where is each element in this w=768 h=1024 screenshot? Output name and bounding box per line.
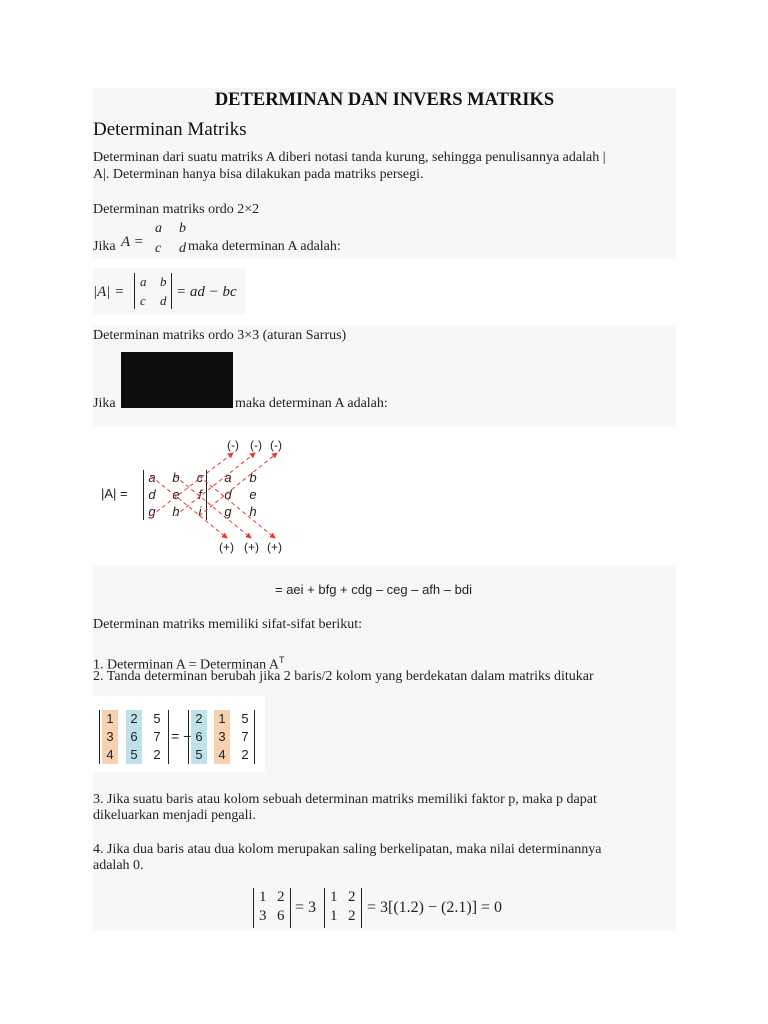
swap-left-cell: 5	[130, 747, 138, 762]
plus-sign-2: (+)	[244, 540, 259, 554]
entry-d: d	[179, 241, 186, 256]
minus-sign-2: (-)	[250, 438, 262, 452]
section-heading: Determinan Matriks	[93, 119, 247, 140]
entry-b: b	[179, 221, 186, 236]
swap-right-cell: 2	[195, 711, 203, 726]
det-entry-d: d	[160, 293, 167, 308]
jika-label-3: Jika	[93, 396, 116, 411]
swap-right-cell: 5	[195, 747, 203, 762]
sifat-4-line-2: adalah 0.	[93, 858, 144, 873]
multiple-eq-1: = 3	[295, 899, 317, 916]
sarrus-abs-a: |A| =	[101, 486, 128, 501]
det-result: = ad − bc	[176, 284, 237, 300]
ordo2-label: Determinan matriks ordo 2×2	[93, 202, 260, 217]
swap-left-cell: 2	[130, 711, 138, 726]
m2-cell: 2	[348, 908, 356, 924]
m2-cell: 2	[348, 889, 356, 905]
sarrus-h: h	[172, 504, 180, 519]
m1-cell: 2	[277, 889, 285, 905]
sifat-4-line-1: 4. Jika dua baris atau dua kolom merupakan saling berkelipatan, maka nilai determinannya	[93, 842, 602, 857]
plus-sign-1: (+)	[219, 540, 234, 554]
swap-equals-minus: = −	[171, 728, 192, 744]
minus-sign-3: (-)	[270, 438, 282, 452]
sarrus-extra-b: b	[249, 470, 257, 485]
page-title: DETERMINAN DAN INVERS MATRIKS	[214, 90, 555, 110]
m2-cell: 1	[330, 908, 338, 924]
det-entry-c: c	[140, 293, 146, 308]
sarrus-f: f	[198, 487, 202, 502]
sarrus-result: = aei + bfg + cdg – ceg – afh – bdi	[275, 582, 472, 597]
swap-left-cell: 3	[106, 729, 114, 744]
sifat-2: 2. Tanda determinan berubah jika 2 baris/2 kolom yang berdekatan dalam matriks ditukar	[93, 669, 594, 684]
sarrus-extra-d: d	[224, 487, 232, 502]
swap-right-cell: 1	[218, 711, 226, 726]
intro-line-1: Determinan dari suatu matriks A diberi notasi tanda kurung, sehingga penulisannya adalah |	[93, 150, 606, 165]
sifat-1-text: 1. Determinan A = Determinan A	[93, 657, 279, 673]
sarrus-arrows	[93, 426, 298, 566]
swap-right-cell: 2	[241, 747, 249, 762]
m1-cell: 1	[259, 889, 267, 905]
swap-left-cell: 5	[153, 711, 161, 726]
a-equals: A =	[121, 234, 144, 250]
abs-a-label: |A| =	[93, 284, 125, 300]
swap-left-cell: 1	[106, 711, 114, 726]
sarrus-c: c	[196, 470, 204, 485]
maka-label-2: maka determinan A adalah:	[188, 239, 341, 254]
swap-right-cell: 7	[241, 729, 249, 744]
swap-left-cell: 6	[130, 729, 138, 744]
intro-line-2: A|. Determinan hanya bisa dilakukan pada matriks persegi.	[93, 167, 424, 182]
sarrus-i: i	[198, 504, 202, 519]
det-entry-b: b	[160, 274, 167, 289]
document-page	[93, 88, 676, 930]
sarrus-d: d	[148, 487, 156, 502]
m1-cell: 6	[277, 908, 285, 924]
sarrus-b: b	[172, 470, 180, 485]
jika-label-2: Jika	[93, 239, 116, 254]
plus-sign-3: (+)	[267, 540, 282, 554]
sifat-1-superscript: T	[278, 655, 285, 665]
entry-c: c	[155, 241, 162, 256]
entry-a: a	[155, 221, 162, 236]
sifat-intro: Determinan matriks memiliki sifat-sifat berikut:	[93, 617, 363, 632]
minus-sign-1: (-)	[227, 438, 239, 452]
sarrus-extra-h: h	[249, 504, 257, 519]
swap-left-cell: 4	[106, 747, 114, 762]
sarrus-g: g	[148, 504, 156, 519]
sarrus-a: a	[148, 470, 156, 485]
m2-cell: 1	[330, 889, 338, 905]
swap-left-cell: 7	[153, 729, 161, 744]
sarrus-extra-g: g	[224, 504, 232, 519]
det-entry-a: a	[140, 274, 147, 289]
sarrus-extra-a: a	[224, 470, 232, 485]
swap-right-cell: 6	[195, 729, 203, 744]
swap-right-cell: 5	[241, 711, 249, 726]
sarrus-e: e	[172, 487, 180, 502]
multiple-eq-2: = 3[(1.2) − (2.1)] = 0	[367, 899, 503, 916]
sarrus-extra-e: e	[249, 487, 257, 502]
maka-label-3: maka determinan A adalah:	[235, 396, 388, 411]
swap-right-cell: 3	[218, 729, 226, 744]
matrix-image-placeholder	[121, 352, 233, 408]
ordo3-label: Determinan matriks ordo 3×3 (aturan Sarrus)	[93, 328, 347, 343]
m1-cell: 3	[259, 908, 267, 924]
swap-left-cell: 2	[153, 747, 161, 762]
swap-right-cell: 4	[218, 747, 226, 762]
sifat-3-line-2: dikeluarkan menjadi pengali.	[93, 808, 256, 823]
sifat-3-line-1: 3. Jika suatu baris atau kolom sebuah determinan matriks memiliki faktor p, maka p dapat	[93, 792, 597, 807]
